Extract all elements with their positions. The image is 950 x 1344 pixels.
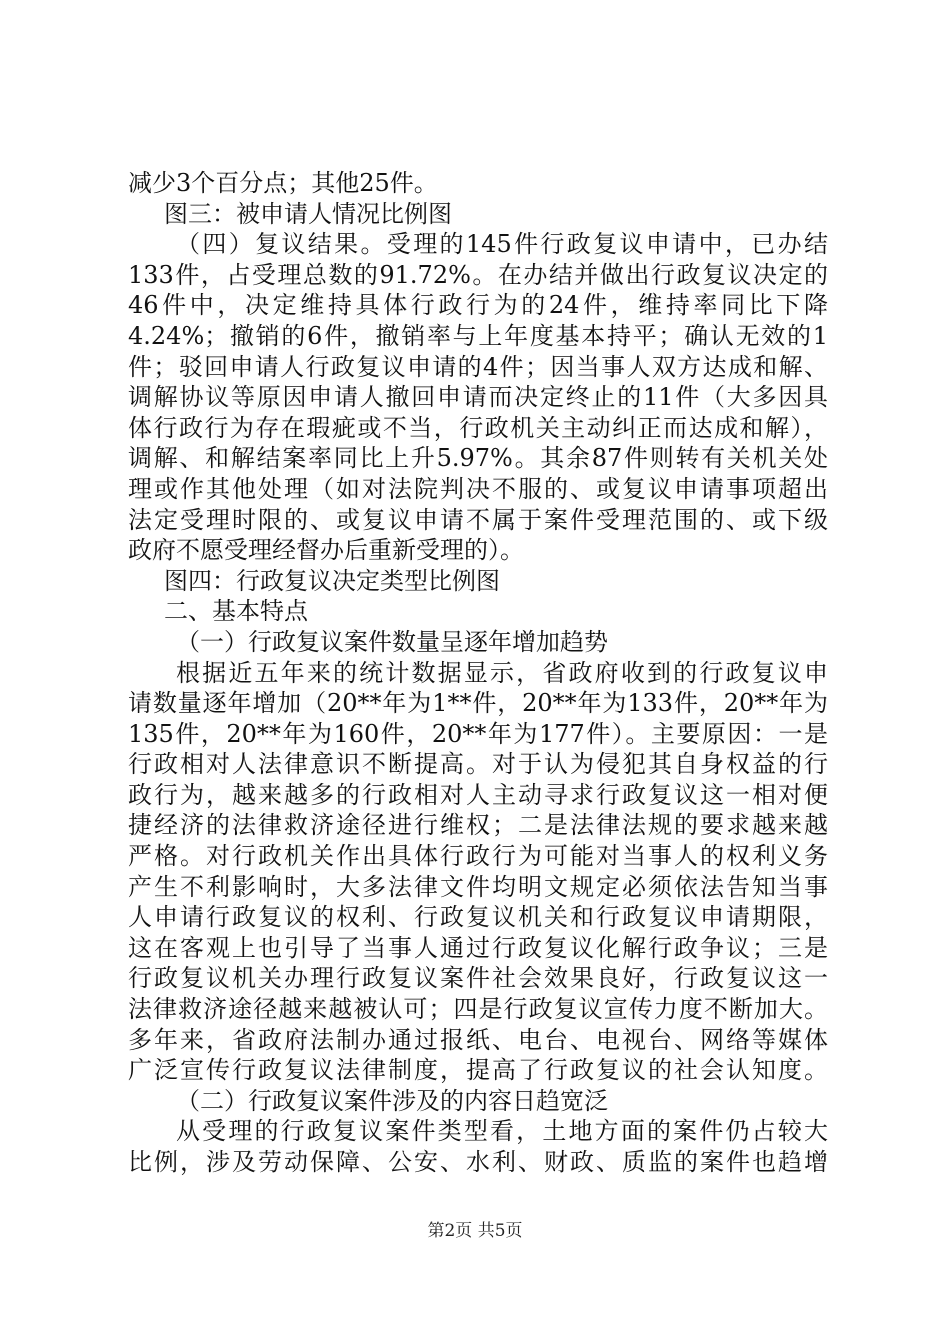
text-line: 广泛宣传行政复议法律制度，提高了行政复议的社会认知度。 — [128, 1056, 828, 1085]
text-line: 比例，涉及劳动保障、公安、水利、财政、质监的案件也趋增 — [128, 1148, 828, 1176]
text-line: 二、基本特点 — [164, 597, 308, 626]
text-line: （一）行政复议案件数量呈逐年增加趋势 — [176, 627, 608, 656]
text-line: 46件中，决定维持具体行政行为的24件，维持率同比下降 — [128, 291, 828, 320]
text-line: 产生不利影响时，大多法律文件均明文规定必须依法告知当事 — [128, 872, 828, 901]
text-line: 政府不愿受理经督办后重新受理的）。 — [128, 536, 524, 565]
text-line: 法律救济途径越来越被认可；四是行政复议宣传力度不断加大。 — [128, 995, 828, 1024]
text-line: 减少3个百分点；其他25件。 — [128, 169, 438, 197]
text-line: 严格。对行政机关作出具体行政行为可能对当事人的权利义务 — [128, 842, 828, 871]
text-line: 请数量逐年增加（20**年为1**件，20**年为133件，20**年为 — [128, 689, 828, 718]
page-footer: 第2页 共5页 — [427, 1221, 523, 1241]
text-line: 这在客观上也引导了当事人通过行政复议化解行政争议；三是 — [128, 933, 828, 962]
text-line: 4.24%；撤销的6件，撤销率与上年度基本持平；确认无效的1 — [128, 321, 828, 350]
text-line: （二）行政复议案件涉及的内容日趋宽泛 — [176, 1086, 608, 1115]
text-line: 理或作其他处理（如对法院判决不服的、或复议申请事项超出 — [128, 474, 828, 503]
text-line: 多年来，省政府法制办通过报纸、电台、电视台、网络等媒体 — [128, 1025, 828, 1054]
text-line: 行政相对人法律意识不断提高。对于认为侵犯其自身权益的行 — [128, 750, 828, 779]
text-line: 图三：被申请人情况比例图 — [164, 199, 452, 228]
text-line: 体行政行为存在瑕疵或不当，行政机关主动纠正而达成和解）， — [128, 413, 828, 442]
text-line: 件；驳回申请人行政复议申请的4件；因当事人双方达成和解、 — [128, 352, 828, 381]
text-line: 政行为，越来越多的行政相对人主动寻求行政复议这一相对便 — [128, 780, 828, 809]
text-line: 135件，20**年为160件，20**年为177件）。主要原因：一是 — [128, 719, 828, 748]
text-line: 根据近五年来的统计数据显示，省政府收到的行政复议申 — [176, 658, 828, 687]
text-line: 调解、和解结案率同比上升5.97%。其余87件则转有关机关处 — [128, 444, 828, 473]
text-line: （四）复议结果。受理的145件行政复议申请中，已办结 — [176, 230, 828, 259]
text-line: 从受理的行政复议案件类型看，土地方面的案件仍占较大 — [176, 1117, 828, 1146]
text-line: 人申请行政复议的权利、行政复议机关和行政复议申请期限， — [128, 903, 828, 932]
text-line: 捷经济的法律救济途径进行维权；二是法律法规的要求越来越 — [128, 811, 828, 840]
text-line: 行政复议机关办理行政复议案件社会效果良好，行政复议这一 — [128, 964, 828, 993]
text-line: 133件，占受理总数的91.72%。在办结并做出行政复议决定的 — [128, 260, 828, 289]
text-line: 调解协议等原因申请人撤回申请而决定终止的11件（大多因具 — [128, 383, 828, 412]
text-line: 法定受理时限的、或复议申请不属于案件受理范围的、或下级 — [128, 505, 828, 534]
text-line: 图四：行政复议决定类型比例图 — [164, 566, 500, 595]
document-body — [128, 168, 828, 1178]
